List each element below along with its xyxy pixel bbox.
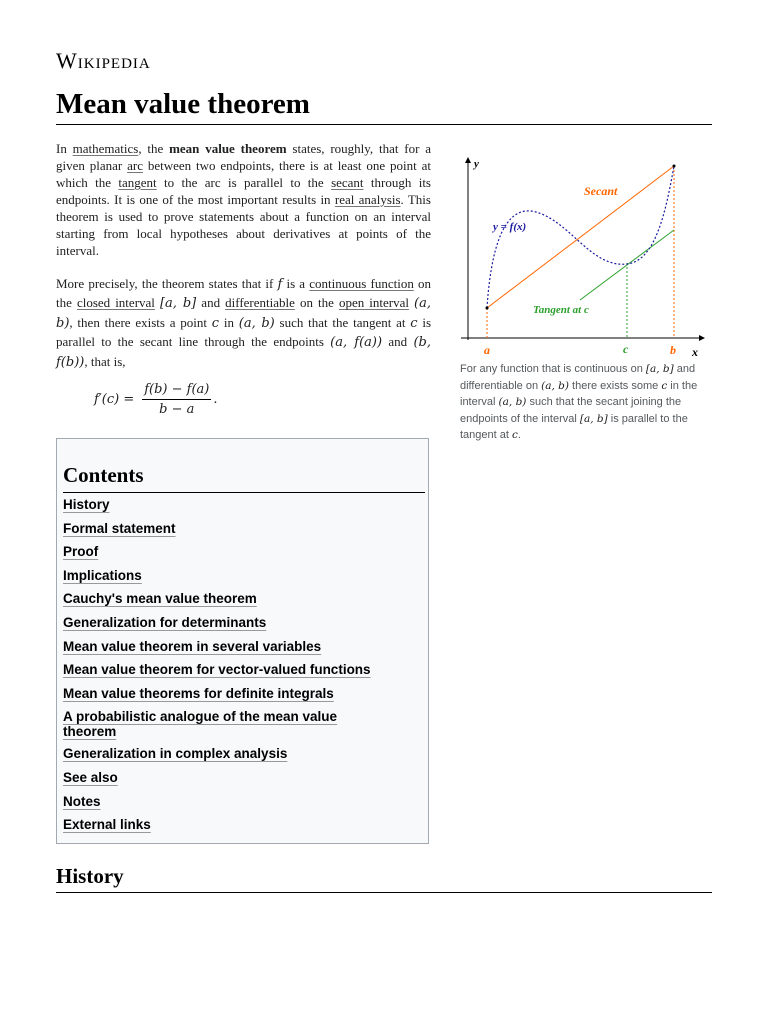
- wordmark-text: Wikipedia: [56, 48, 151, 73]
- wikipedia-wordmark[interactable]: [56, 48, 151, 74]
- math-f: f: [277, 277, 283, 292]
- page-title: Mean value theorem: [56, 86, 712, 125]
- mean-value-formula: [94, 382, 218, 417]
- link-mathematics[interactable]: mathematics: [72, 141, 139, 156]
- toc-list: [63, 497, 393, 841]
- toc-item-several-variables[interactable]: Mean value theorem in several variables: [63, 638, 322, 654]
- math-open-ab-2: (a, b): [238, 315, 275, 331]
- toc-item-probabilistic[interactable]: A probabilistic analogue of the mean value theorem: [63, 709, 338, 740]
- caption-math-open-ab-2: (a, b): [498, 396, 527, 408]
- table-of-contents: [56, 438, 429, 844]
- intro-paragraph: In mathematics, the mean value theorem states, roughly, that for a given planar arc between two endpoints, there is at least one point at which the tangent to the arc is parallel to the secant through its endpoints. It is one of the most important results in real analysis. This theorem is used to prove statements about a function on an interval starting from local hypotheses about derivatives at points of the interval.: [56, 141, 431, 258]
- toc-item-implications[interactable]: Implications: [63, 567, 142, 583]
- toc-item-history[interactable]: History: [63, 497, 110, 512]
- link-tangent[interactable]: tangent: [118, 175, 157, 190]
- caption-math-closed-ab: [a, b]: [645, 363, 674, 375]
- formula-period: .: [213, 392, 218, 407]
- x-axis-label: x: [692, 345, 698, 359]
- toc-item-determinants[interactable]: Generalization for determinants: [63, 614, 267, 630]
- section-heading-history: History: [56, 864, 712, 893]
- formula-denominator: b − a: [159, 402, 195, 417]
- toc-item-complex-analysis[interactable]: Generalization in complex analysis: [63, 746, 288, 762]
- point-b: [673, 165, 676, 168]
- math-c-2: c: [410, 315, 418, 331]
- formula-fraction: [142, 382, 211, 417]
- toc-item-notes[interactable]: Notes: [63, 793, 101, 809]
- link-open-interval[interactable]: open interval: [338, 295, 409, 311]
- toc-item-vector-valued[interactable]: Mean value theorem for vector-valued functions: [63, 662, 371, 678]
- toc-item-formal-statement[interactable]: Formal statement: [63, 520, 176, 536]
- formula-numerator: f(b) − f(a): [142, 382, 211, 400]
- link-real-analysis[interactable]: real analysis: [334, 192, 401, 207]
- caption-math-c: c: [661, 379, 668, 392]
- curve-label: y = f(x): [493, 221, 527, 233]
- link-closed-interval[interactable]: closed interval: [76, 295, 155, 311]
- tangent-line: [580, 230, 674, 300]
- link-differentiable[interactable]: differentiable: [225, 295, 295, 311]
- caption-math-c-2: c: [512, 429, 518, 441]
- tick-label-a: a: [484, 343, 490, 357]
- math-closed-ab: [a, b]: [159, 296, 197, 312]
- mvt-figure: [456, 150, 716, 362]
- link-continuous-function[interactable]: continuous function: [309, 276, 414, 291]
- bold-term: mean value theorem: [169, 141, 287, 156]
- tick-label-c: c: [623, 342, 629, 356]
- link-secant[interactable]: secant: [331, 175, 364, 190]
- math-point-b: (b, f(b)): [56, 335, 431, 370]
- toc-title: Contents: [63, 463, 425, 493]
- toc-item-definite-integrals[interactable]: Mean value theorems for definite integrals: [63, 685, 334, 701]
- formula-lhs: f′(c) =: [94, 392, 135, 407]
- caption-math-open-ab: (a, b): [541, 379, 569, 392]
- caption-math-closed-ab-2: [a, b]: [579, 412, 608, 425]
- tick-label-b: b: [670, 343, 676, 357]
- figure-caption: For any function that is continuous on [a, b] and differentiable on (a, b) there exists some c in the interval (a, b) such that the secant joining the endpoints of the interval [a, b] is parallel to the tangent at c.: [460, 363, 698, 441]
- math-c: c: [211, 315, 220, 331]
- statement-paragraph: More precisely, the theorem states that if f is a continuous function on the closed interval [a, b] and differentiable on the open interval (a, b), then there exists a point c in (a, b) such that the tangent at c is parallel to the secant line through the endpoints (a, f(a)) and (b, f(b)), that is,: [56, 276, 432, 370]
- point-a: [486, 307, 489, 310]
- tangent-label: Tangent at c: [533, 304, 589, 316]
- math-point-a: (a, f(a)): [330, 335, 383, 351]
- toc-item-see-also[interactable]: See also: [63, 769, 118, 785]
- toc-item-proof[interactable]: Proof: [63, 544, 99, 560]
- link-arc[interactable]: arc: [127, 158, 143, 173]
- secant-line: [487, 166, 674, 308]
- y-axis-label: y: [474, 158, 479, 170]
- toc-item-external-links[interactable]: External links: [63, 817, 151, 833]
- secant-label: Secant: [584, 184, 618, 198]
- math-open-ab: (a, b): [56, 296, 431, 331]
- toc-item-cauchy[interactable]: Cauchy's mean value theorem: [63, 591, 257, 607]
